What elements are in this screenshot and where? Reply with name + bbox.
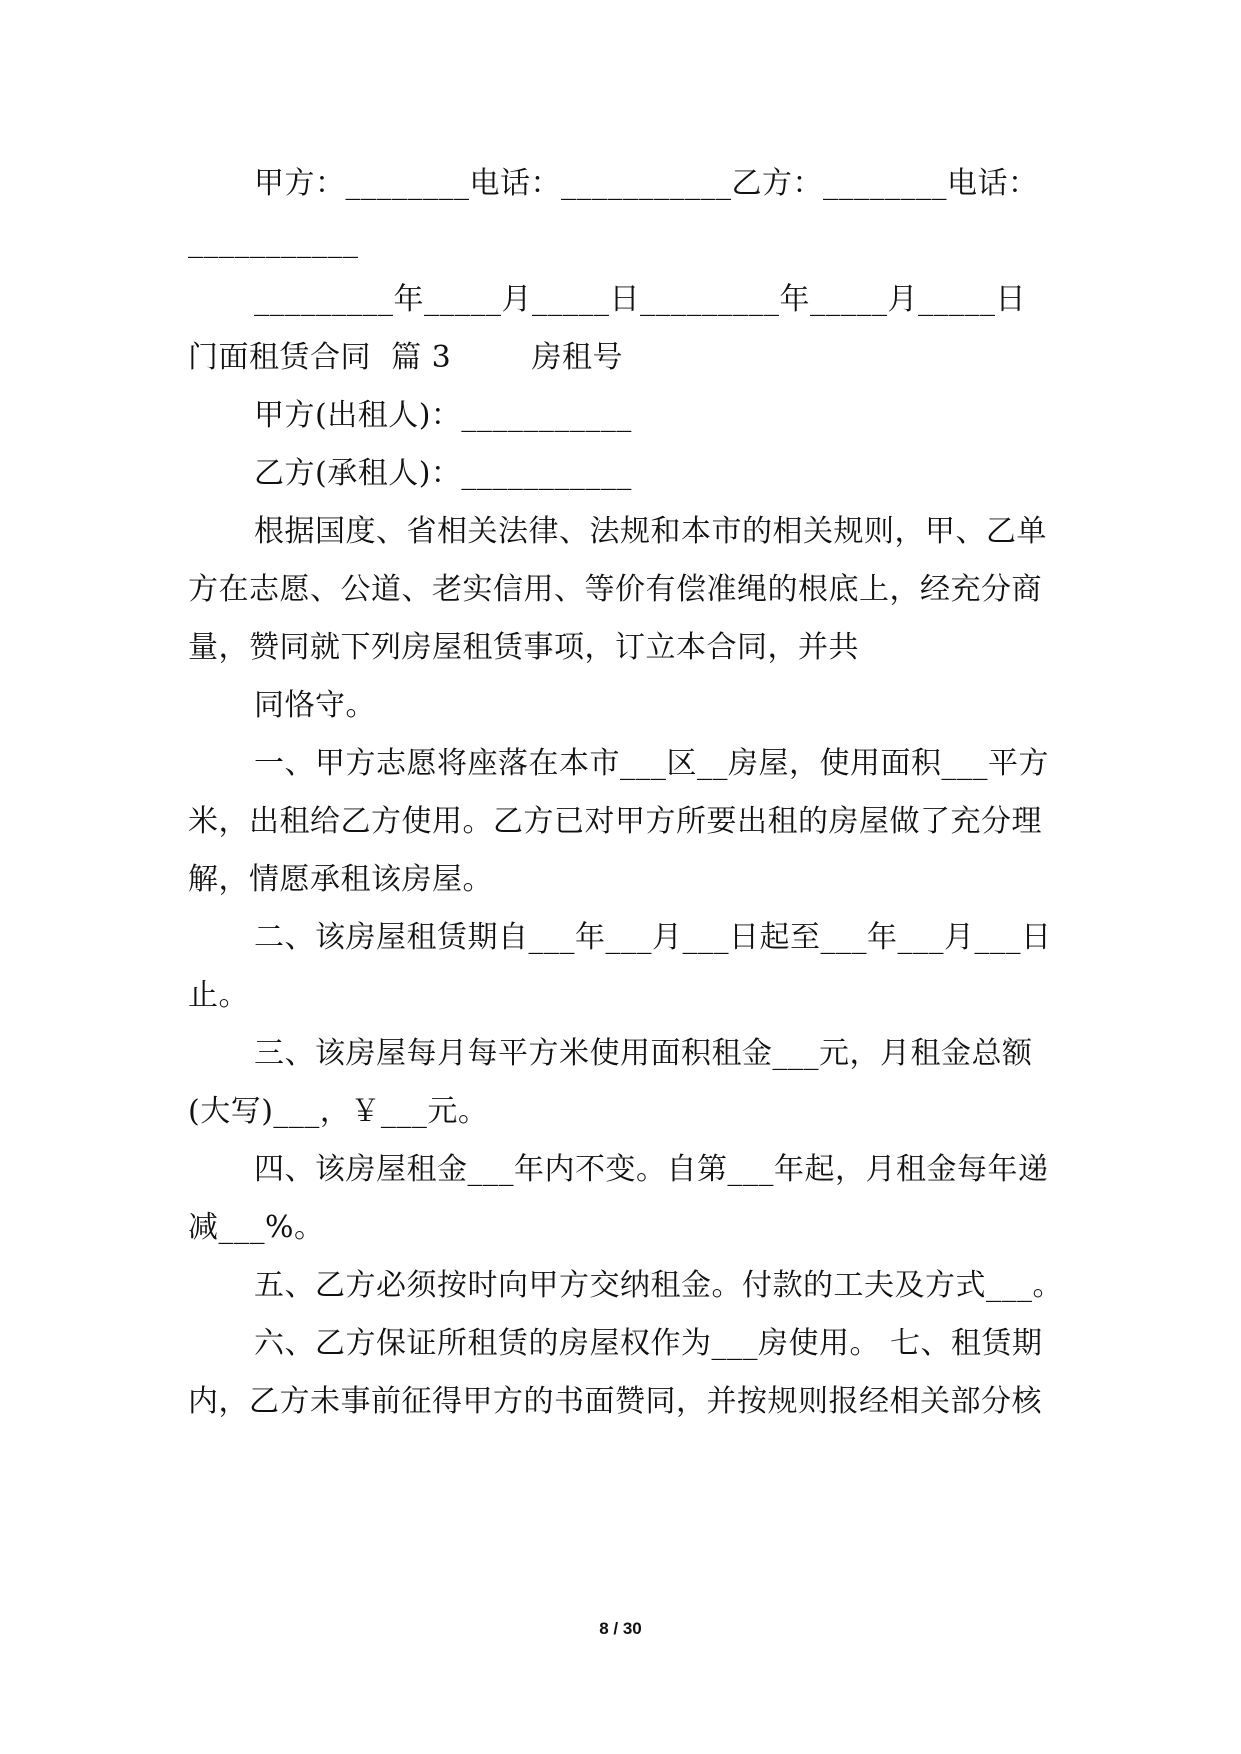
clause-7-line: 内，乙方未事前征得甲方的书面赞同，并按规则报经相关部分核 [188, 1384, 1042, 1419]
clause-4-line: 减___%。 [188, 1210, 325, 1245]
lessee-line: 乙方(承租人)：___________ [254, 456, 632, 491]
clause-6-line: 六、乙方保证所租赁的房屋权作为___房使用。 七、租赁期 [254, 1326, 1043, 1361]
clause-3-line: 三、该房屋每月每平方米使用面积租金___元，月租金总额 [254, 1036, 1033, 1071]
page-number: 8 / 30 [599, 1619, 642, 1638]
clause-5-line: 五、乙方必须按时向甲方交纳租金。付款的工夫及方式___。 [254, 1268, 1063, 1303]
section-heading: 门面租赁合同 篇 3 房租号 [188, 340, 623, 375]
contact-line: 甲方：________电话：___________乙方：________电话： [254, 166, 1039, 201]
date-line: _________年_____月_____日_________年_____月_____日 [254, 282, 1026, 317]
clause-4-line: 四、该房屋租金___年内不变。自第___年起，月租金每年递 [254, 1152, 1049, 1187]
lessor-line: 甲方(出租人)：___________ [254, 398, 632, 433]
contact-line-continued: ___________ [188, 224, 359, 259]
clause-1-line: 米，出租给乙方使用。乙方已对甲方所要出租的房屋做了充分理 [188, 804, 1042, 839]
paragraph-line: 同恪守。 [254, 688, 376, 723]
clause-2-line: 二、该房屋租赁期自___年___月___日起至___年___月___日 [254, 920, 1052, 955]
clause-2-line: 止。 [188, 978, 249, 1013]
clause-3-line: (大写)___，￥___元。 [188, 1094, 489, 1129]
paragraph-line: 量，赞同就下列房屋租赁事项，订立本合同，并共 [188, 630, 859, 665]
clause-1-line: 一、甲方志愿将座落在本市___区__房屋，使用面积___平方 [254, 746, 1049, 781]
clause-1-line: 解，情愿承租该房屋。 [188, 862, 493, 897]
paragraph-line: 方在志愿、公道、老实信用、等价有偿准绳的根底上，经充分商 [188, 572, 1042, 607]
paragraph-line: 根据国度、省相关法律、法规和本市的相关规则，甲、乙单 [254, 514, 1047, 549]
